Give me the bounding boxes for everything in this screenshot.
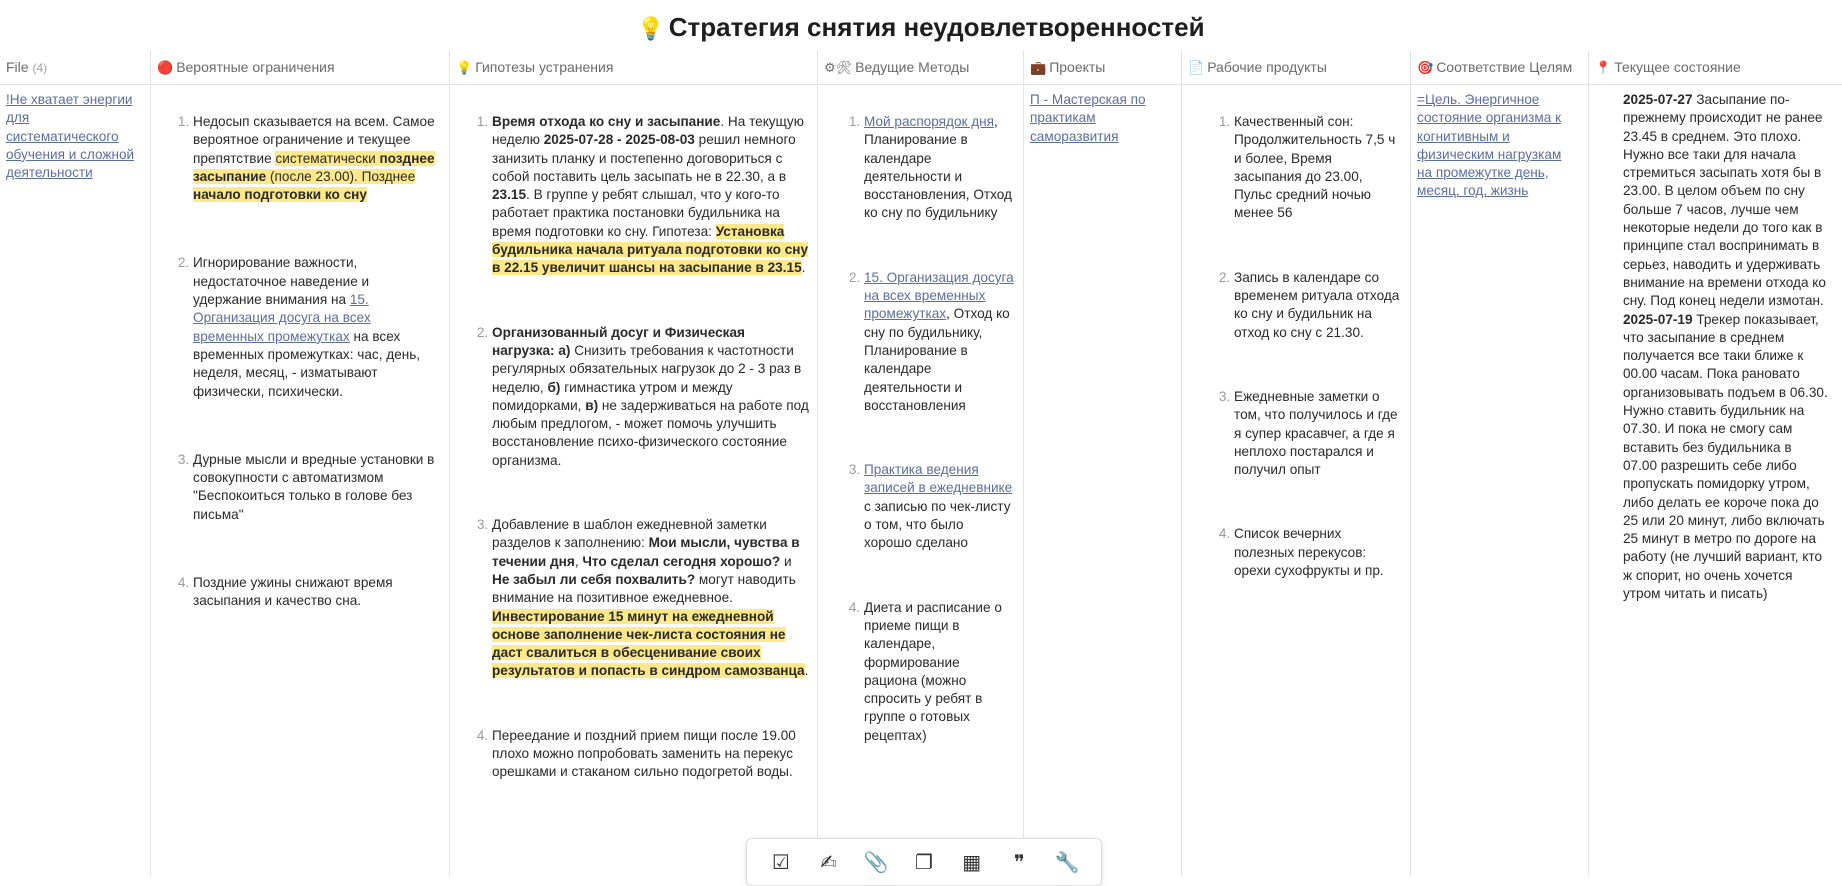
list-item bbox=[193, 254, 441, 400]
highlighter-icon[interactable]: ✍ bbox=[820, 851, 837, 874]
list-item bbox=[492, 727, 809, 782]
wrench-icon[interactable]: 🔧 bbox=[1054, 851, 1080, 874]
column-hypotheses bbox=[450, 50, 818, 876]
list-item bbox=[492, 516, 809, 681]
bold: Не забыл ли себя похвалить? bbox=[492, 571, 696, 587]
text: , Отход ко сну по будильнику, Планирование в календаре деятельности и восстановления bbox=[864, 306, 1010, 413]
list-item bbox=[864, 269, 1015, 415]
quote-icon[interactable]: ❞ bbox=[1013, 851, 1025, 874]
column-goals bbox=[1411, 50, 1589, 876]
text: не задерживаться на работе под любым предлогом, - может помочь улучшить восстановление психо-физического состояние организма. bbox=[492, 397, 809, 468]
project-link[interactable]: П - Мастерская по практикам саморазвития bbox=[1030, 92, 1146, 144]
cell-state bbox=[1589, 85, 1842, 603]
list-item bbox=[1234, 388, 1402, 479]
text: , bbox=[574, 553, 583, 569]
red-circle-icon: 🔴 bbox=[157, 60, 174, 75]
column-header-label: Вероятные ограничения bbox=[176, 59, 335, 75]
column-header-limits[interactable] bbox=[151, 50, 449, 85]
column-state bbox=[1589, 50, 1842, 876]
column-header-products[interactable] bbox=[1182, 50, 1410, 85]
text: Запись в календаре со временем ритуала отхода ко сну и будильник на отход ко сну с 21.30. bbox=[1234, 269, 1400, 340]
column-header-methods[interactable] bbox=[818, 50, 1023, 85]
column-products bbox=[1182, 50, 1411, 876]
column-header-label: Текущее состояние bbox=[1614, 59, 1741, 75]
list-item bbox=[1234, 269, 1402, 342]
column-header-label: Гипотезы устранения bbox=[475, 59, 614, 75]
text: на всех временных промежутках: час, день, неделя, месяц, - изматывают физически, психически. bbox=[193, 328, 421, 399]
highlight: систематически bbox=[275, 150, 380, 166]
list-item bbox=[1234, 113, 1402, 223]
column-limits bbox=[151, 50, 450, 876]
lightbulb-icon: 💡 bbox=[637, 16, 665, 41]
goal-link[interactable]: =Цель. Энергичное состояние организма к когнитивным и физическим нагрузкам на промежутке день, месяц, год, жизнь bbox=[1417, 92, 1562, 199]
text: Переедание и поздний прием пищи после 19.00 плохо можно попробовать заменить на перекус орешками и стаканом сильно подогретой воды. bbox=[492, 727, 796, 780]
internal-link[interactable]: 15. Организация досуга на всех временных промежутках bbox=[864, 269, 1014, 322]
text: . bbox=[801, 260, 806, 276]
internal-link[interactable]: 15. Организация досуга на всех временных промежутках bbox=[193, 292, 371, 344]
highlight-bold: Инвестирование 15 минут на ежедневной основе заполнение чек-листа состояния не даст свалиться в обесценивание своих результатов и попасть в синдром самозванца bbox=[492, 608, 805, 679]
column-header-goals[interactable] bbox=[1411, 50, 1588, 85]
page-title-text: Стратегия снятия неудовлетворенностей bbox=[668, 12, 1205, 42]
column-methods bbox=[818, 50, 1024, 876]
cell-methods bbox=[818, 85, 1023, 745]
pin-icon: 📍 bbox=[1595, 60, 1612, 75]
gear-tools-icon: ⚙🛠 bbox=[824, 60, 853, 75]
list-item bbox=[864, 461, 1015, 552]
highlight-bold: позднее засыпание bbox=[193, 150, 435, 184]
paperclip-icon[interactable]: 📎 bbox=[863, 851, 889, 874]
bold: Время отхода ко сну и засыпание bbox=[492, 114, 721, 129]
highlight-bold: начало подготовки ко сну bbox=[193, 187, 367, 203]
text: Дурные мысли и вредные установки в совокупности с автоматизмом "Беспокоиться только в голове без письма" bbox=[193, 451, 435, 522]
floating-toolbar bbox=[746, 838, 1102, 886]
text: могут наводить внимание на позитивное ежедневное. bbox=[492, 571, 796, 606]
cell-products bbox=[1182, 85, 1410, 580]
list-item bbox=[193, 451, 441, 524]
bold: 23.15 bbox=[492, 187, 527, 203]
bold: Мои мысли, чувства в течении дня bbox=[492, 535, 800, 569]
column-header-label: Ведущие Методы bbox=[855, 59, 970, 75]
checkbox-icon[interactable]: ☑ bbox=[771, 851, 790, 874]
cell-hypotheses bbox=[450, 85, 817, 782]
bold: 2025-07-28 - 2025-08-03 bbox=[543, 132, 695, 148]
highlight: (после 23.00). Позднее bbox=[266, 168, 416, 184]
row-count: (4) bbox=[32, 61, 48, 75]
column-header-label: File bbox=[6, 59, 29, 75]
list-item bbox=[864, 113, 1015, 223]
internal-link[interactable]: Практика ведения записей в ежедневнике bbox=[864, 462, 1013, 496]
strategy-table bbox=[0, 50, 1842, 876]
text: гимнастика утром и между помидорками, bbox=[492, 379, 733, 413]
column-file bbox=[0, 50, 151, 876]
state-entry bbox=[1623, 91, 1828, 311]
text: Список вечерних полезных перекусов: орехи сухофрукты и пр. bbox=[1234, 526, 1384, 579]
text: , Планирование в календаре деятельности и восстановления, Отход ко сну по будильнику bbox=[864, 114, 1012, 221]
text: . На текущую неделю bbox=[492, 114, 804, 148]
list-item bbox=[492, 324, 809, 470]
internal-link[interactable]: Мой распорядок дня bbox=[864, 114, 995, 129]
cell-file bbox=[0, 85, 150, 182]
copy-icon[interactable]: ❐ bbox=[914, 851, 933, 874]
text: с записью по чек-листу о том, что было хорошо сделано bbox=[864, 498, 1011, 551]
text: Снизить требования к частотности регулярных обязательных нагрузок до 2 - 3 раз в неделю, bbox=[492, 342, 802, 395]
page-title bbox=[0, 12, 1842, 43]
column-header-label: Проекты bbox=[1049, 59, 1106, 75]
text: . В группе у ребят слышал, что у кого-то работает практика постановки будильника на время подготовки ко сну. Гипотеза: bbox=[492, 187, 780, 239]
list-item bbox=[492, 113, 809, 278]
list-item bbox=[1234, 525, 1402, 580]
column-header-label: Рабочие продукты bbox=[1207, 59, 1327, 75]
cell-projects bbox=[1024, 85, 1181, 146]
bold: б) bbox=[547, 379, 561, 395]
bold: в) bbox=[585, 397, 599, 413]
text: Добавление в шаблон ежедневной заметки разделов к заполнению: bbox=[492, 517, 767, 551]
state-entry bbox=[1623, 311, 1828, 604]
column-projects bbox=[1024, 50, 1182, 876]
text: решил немного занизить планку и постепенно договориться с собой поставить цель засыпать не в 22.30, а в bbox=[492, 132, 796, 184]
text: Игнорирование важности, недостаточное наведение и удержание внимания на bbox=[193, 255, 370, 308]
target-icon: 🎯 bbox=[1417, 60, 1434, 75]
briefcase-icon: 💼 bbox=[1030, 60, 1047, 75]
entry-date: 2025-07-19 bbox=[1623, 311, 1693, 327]
text: Ежедневные заметки о том, что получилось и где я супер красавчег, а где я неплохо постарался и получил опыт bbox=[1234, 388, 1398, 478]
cell-goals bbox=[1411, 85, 1588, 201]
text: Качественный сон: Продолжительность 7,5 ч и более, Время засыпания до 23.00, Пульс средний ночью менее 56 bbox=[1234, 114, 1396, 221]
column-header-projects[interactable] bbox=[1024, 50, 1181, 85]
text: Недосып сказывается на всем. Самое вероятное ограничение и текущее препятствие bbox=[193, 114, 435, 166]
text: Поздние ужины снижают время засыпания и качество сна. bbox=[193, 575, 393, 609]
cell-limits bbox=[151, 85, 449, 611]
list-item bbox=[864, 599, 1015, 745]
column-header-hypotheses[interactable] bbox=[450, 50, 817, 85]
text: и bbox=[780, 553, 792, 569]
highlight-bold: Установка будильника начала ритуала подготовки ко сну в 22.15 увеличит шансы на засыпание в 23.15 bbox=[492, 223, 809, 276]
bold: Организованный досуг и Физическая нагрузка: а) bbox=[492, 324, 745, 358]
column-header-label: Соответствие Целям bbox=[1436, 59, 1573, 75]
bold: Что сделал сегодня хорошо? bbox=[582, 553, 781, 569]
entry-text: Трекер показывает, что засыпание в среднем получается все таки ближе к 00.00 часам. Пока рановато организовывать подъем в 06.30. Нужно ставить будильник на 07.30. И пока не смогу сам вставить без будильника в 07.00 разрешить себе либо пропускать помидорку утром, либо делать ее короче пока до 25 или 20 минут, либо включать 25 минут в метро по дороге на работу (не лучший вариант, кто ж спорит, но очень хочется утром читать и писать) bbox=[1623, 311, 1828, 602]
column-header-state[interactable] bbox=[1589, 50, 1842, 85]
entry-text: Засыпание по-прежнему происходит не ранее 23.45 в среднем. Это плохо. Нужно все таки для начала стремиться засыпать хотя бы в 23.00. В целом объем по сну больше 7 часов, лучше чем некоторые недели до того как в принципе стал воспринимать в серьез, наводить и удерживать внимание на времени отхода ко сну. Под конец недели измотан. bbox=[1623, 92, 1826, 309]
list-item bbox=[193, 574, 441, 611]
document-icon: 📄 bbox=[1188, 60, 1205, 75]
list-item bbox=[193, 113, 441, 204]
entry-date: 2025-07-27 bbox=[1623, 92, 1693, 107]
column-header-file[interactable] bbox=[0, 50, 150, 85]
file-link[interactable]: !Не хватает энергии для систематического обучения и сложной деятельности bbox=[6, 92, 135, 181]
lightbulb-icon: 💡 bbox=[456, 60, 473, 75]
blocks-icon[interactable]: ▦ bbox=[962, 851, 982, 874]
text: Диета и расписание о приеме пищи в календаре, формирование рациона (можно спросить у ребят в группе о готовых рецептах) bbox=[864, 599, 1002, 743]
text: . bbox=[804, 663, 809, 679]
